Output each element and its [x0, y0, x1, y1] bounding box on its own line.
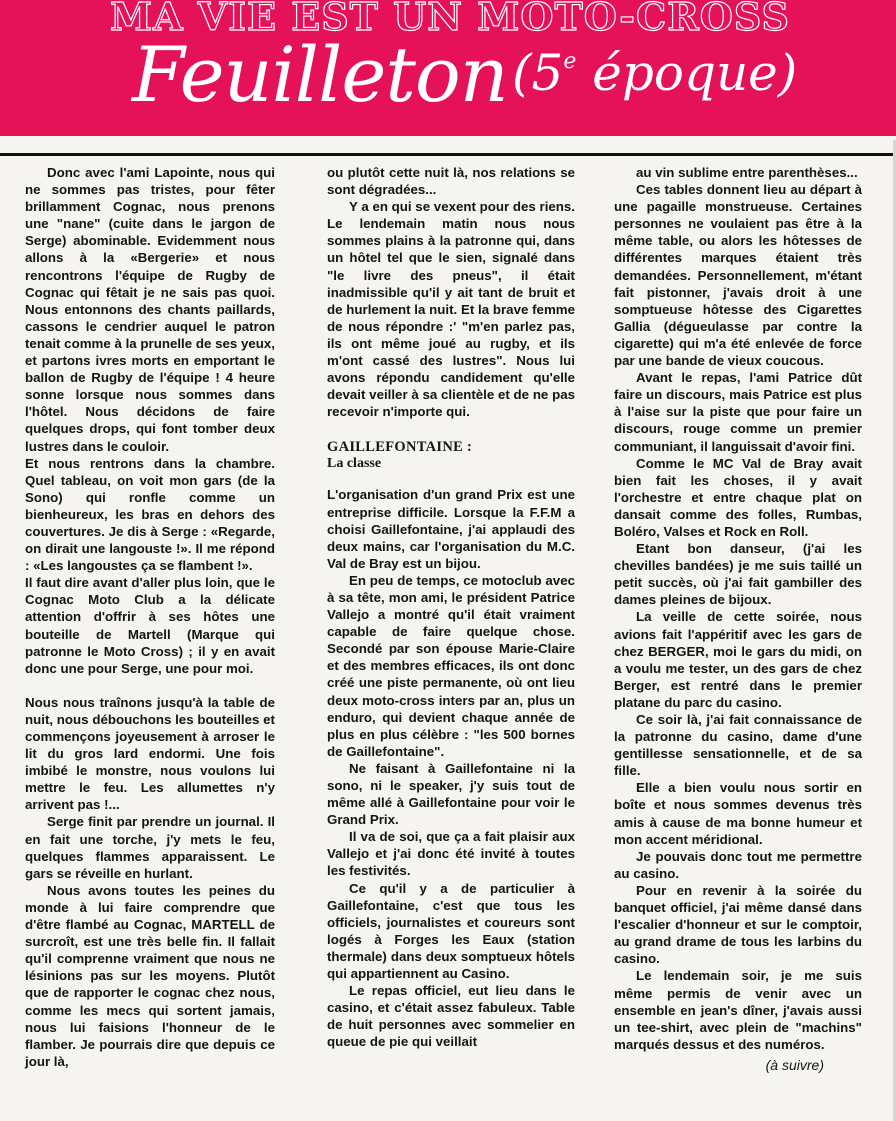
article-column-1: [25, 164, 275, 1070]
episode-close: époque): [576, 44, 798, 102]
paragraph: Comme le MC Val de Bray avait bien fait les choses, il y avait l'orchestre et entre chaque plat on dansait comme des folles, Rumbas, Boléro, Valses et Rock en Roll.: [614, 455, 862, 539]
paragraph: Pour en revenir à la soirée du banquet officiel, j'ai même dansé dans l'escalier d'honneur et sur le comptoir, au grand drame de tous les larbins du casino.: [614, 882, 862, 967]
feature-title: Feuilleton: [132, 30, 508, 119]
paragraph: au vin sublime entre parenthèses...: [636, 165, 858, 180]
paragraph: ou plutôt cette nuit là, nos relations se sont dégradées...: [327, 165, 575, 198]
paragraph: Le repas officiel, eut lieu dans le casino, et c'était assez fabuleux. Table de huit personnes avec sommelier en queue de pie qui veillait: [327, 983, 575, 1050]
paragraph: Avant le repas, l'ami Patrice dût faire un discours, mais Patrice est plus à l'aise sur la piste que pour faire un discours, rouge comme un premier communiant, il languissait d'avoir fini.: [614, 370, 862, 454]
paragraph: La veille de cette soirée, nous avions fait l'appéritif avec les gars de chez BERGER, moi le gars du midi, on a voulu me tester, un des gars de chez Berger, est rentré dans le premier platane du parc du casino.: [614, 609, 862, 710]
paragraph: Nous avons toutes les peines du monde à lui faire comprendre que d'être flambé au Cognac, MARTELL de surcroît, est une très belle fin. Il fallait qu'il comprenne vraiment que nous ne lésinions pas sur les moyens. Plutôt que de rapporter le cognac chez nous, comme les mecs qui sortent jamais, nous lui faisions l'honneur de le flamber. Je pourrais dire que depuis ce jour là,: [25, 882, 275, 1069]
paragraph: Donc avec l'ami Lapointe, nous qui ne sommes pas tristes, pour fêter brillamment Cognac, nous prenons une "nane" (cuite dans le jargon de Serge) abominable. Evidemment nous allons à la «Bergerie» et nous rencontrons l'équipe de Rugby de Cognac qui fêtait je ne sais pas quoi. Nous entonnons des chants paillards, cassons le cendrier auquel le patron tenait comme à la prunelle de ses yeux, et partons ivres morts en emportant le ballon de Rugby de l'équipe ! 4 heure sonne lorsque nous sommes dans l'hôtel. Nous décidons de faire quelques drops, qui font tomber deux lustres dans le couloir.: [25, 165, 275, 454]
series-title: MA VIE EST UN MOTO-CROSS: [110, 0, 790, 39]
paragraph: Il va de soi, que ça a fait plaisir aux Vallejo et j'ai donc été invité à toutes les festivités.: [327, 829, 575, 879]
paragraph: Etant bon danseur, (j'ai les chevilles bandées) je me suis taillé un petit succès, où j'ai fait gambiller des dames pleines de bijoux.: [614, 541, 862, 608]
paragraph: En peu de temps, ce motoclub avec à sa tête, mon ami, le président Patrice Vallejo a montré qu'il était vraiment capable de faire quelque chose. Secondé par son épouse Marie-Claire et des membres efficaces, ils ont donc créé une piste permanente, où ont lieu deux moto-cross inters par an, plus un enduro, qui devient chaque année de plus en plus célèbre : "les 500 bornes de Gaillefontaine".: [327, 572, 575, 759]
paragraph: Y a en qui se vexent pour des riens. Le lendemain matin nous nous sommes plains à la patronne qui, dans un hôtel tel que le sien, signalé dans "le livre des pneus", il était inadmissible qu'il y ait tant de bruit et de hurlement la nuit. Et la brave femme de nous répondre :' "m'en parlez pas, ils ont même joué au rugby, et ils m'ont cassé des lustres". Nous lui avons répondu candidement qu'elle devait veiller à sa clientèle et de ne pas recevoir n'importe qui.: [327, 199, 575, 420]
paragraph: Il faut dire avant d'aller plus loin, que le Cognac Moto Club a la délicate attention d'offrir à ses hôtes une bouteille de Martell (Marque qui patronne le Moto Cross) ; il y en avait donc une pour Serge, une pour moi.: [25, 575, 275, 676]
paragraph: Ce soir là, j'ai fait connaissance de la patronne du casino, dame d'une gentillesse sensationnelle, et de sa fille.: [614, 712, 862, 779]
article-column-3: [614, 164, 862, 1074]
paragraph: Ces tables donnent lieu au départ à une pagaille monstrueuse. Certaines personnes ne voulaient pas être à la même table, ou alors les hôtesses de différentes marques étaient très demandées. Personnellement, m'étant fait pistonner, j'avais droit à une somptueuse hôtesse des Cigarettes Gallia (dégueulasse par contre la cigarette) qui m'a été enlevée de force par une bande de vieux coucous.: [614, 182, 862, 369]
header-rule: [0, 153, 896, 156]
header-banner: [0, 0, 896, 136]
paragraph: Ce qu'il y a de particulier à Gaillefontaine, c'est que tous les officiels, journalistes et coureurs sont logés à Forges les Eaux (station thermale) dans deux somptueux hôtels qui appartiennent au Casino.: [327, 880, 575, 982]
paragraph: Et nous rentrons dans la chambre. Quel tableau, on voit mon gars (de la Sono) qui ronfle comme un bienheureux, les bras en dehors des couvertures. Je dis à Serge : «Regarde, on dirait une langouste !». Il me répond : «Les langoustes ça se flambent !».: [25, 455, 275, 574]
paragraph: L'organisation d'un grand Prix est une entreprise difficile. Lorsque la F.F.M a choisi Gaillefontaine, j'ai applaudi des deux mains, car l'organisation du M.C. Val de Bray est un bijou.: [327, 487, 575, 571]
section-heading: GAILLEFONTAINE :: [327, 439, 473, 456]
section-subheading: La classe: [327, 456, 382, 472]
episode-label: [512, 44, 797, 102]
article-column-2: [327, 164, 575, 1051]
paragraph: Nous nous traînons jusqu'à la table de nuit, nous débouchons les bouteilles et commençons joyeusement à arroser le lit du gros lard endormi. Une fois imbibé le monstre, nous voulons lui mettre le feu. Les allumettes n'y arrivent pas !...: [25, 694, 275, 813]
paragraph: Le lendemain soir, je me suis même permis de venir avec un ensemble en jean's dîner, j'avais aussi un tee-shirt, avec plein de "machins" marqués dessus et des numéros.: [614, 968, 862, 1052]
paragraph: Elle a bien voulu nous sortir en boîte et nous sommes devenus très amis à cause de ma bonne humeur et mon accent méridional.: [614, 780, 862, 847]
paragraph: Je pouvais donc tout me permettre au casino.: [614, 848, 862, 881]
paragraph: Serge finit par prendre un journal. Il en fait une torche, j'y mets le feu, quelques flammes apparaissent. Le gars se réveille en hurlant.: [25, 814, 275, 881]
paragraph: Ne faisant à Gaillefontaine ni la sono, ni le speaker, j'y suis tout de même allé à Gaillefontaine pour voir le Grand Prix.: [327, 760, 575, 828]
episode-sup: e: [563, 49, 577, 74]
to-be-continued: (à suivre): [765, 1056, 824, 1073]
episode-open: (5: [512, 44, 564, 102]
